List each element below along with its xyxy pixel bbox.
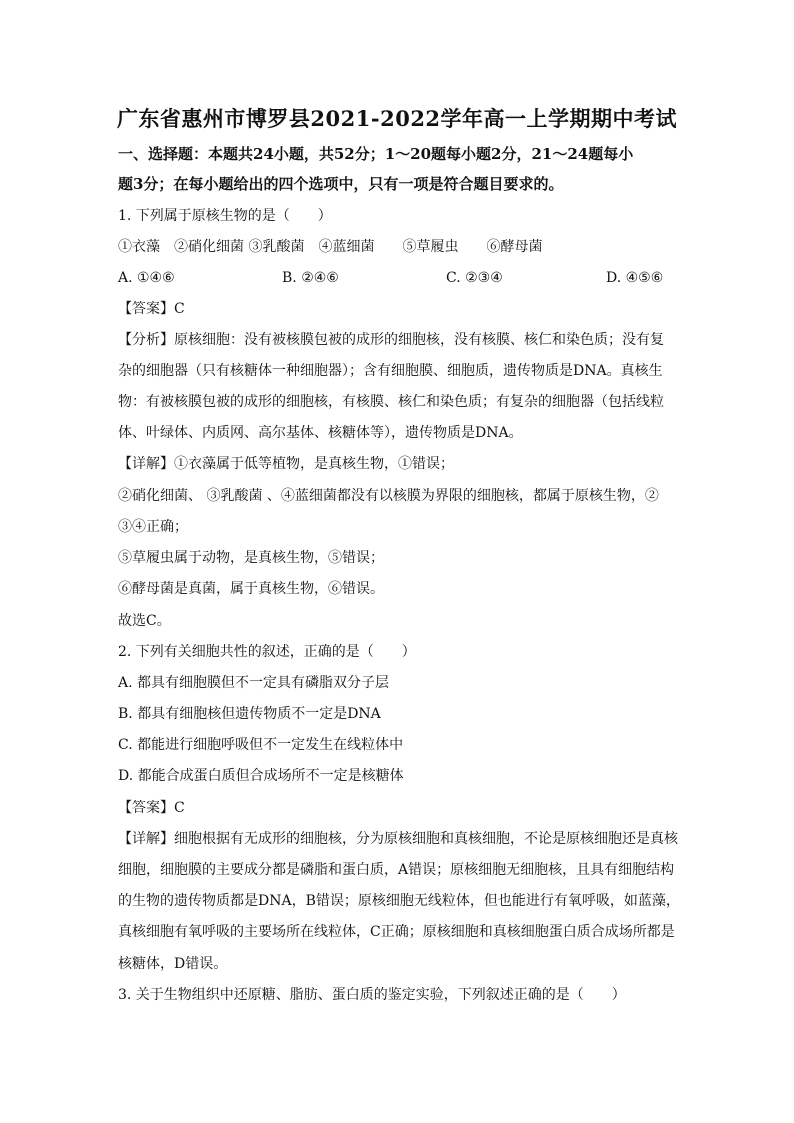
q2-detail-line: 真核细胞有氧呼吸的主要场所在线粒体，C正确；原核细胞和真核细胞蛋白质合成场所都是 xyxy=(118,924,675,940)
q1-option-d: D. ④⑤⑥ xyxy=(606,270,664,286)
q1-detail-line: ⑥酵母菌是真菌，属于真核生物，⑥错误。 xyxy=(118,581,384,597)
q1-option-c: C. ②③④ xyxy=(446,270,503,286)
q1-stem: 1. 下列属于原核生物的是（ ） xyxy=(118,208,332,224)
q1-analysis-line: 物：有被核膜包被的成形的细胞核，有核膜、核仁和染色质；有复杂的细胞器（包括线粒 xyxy=(118,394,664,410)
q1-items: ①衣藻 ②硝化细菌 ③乳酸菌 ④蓝细菌 ⑤草履虫 ⑥酵母菌 xyxy=(118,239,543,255)
q1-option-a: A. ①④⑥ xyxy=(118,270,175,286)
q1-conclusion: 故选C。 xyxy=(118,613,171,629)
q2-detail-line: 【详解】细胞根据有无成形的细胞核，分为原核细胞和真核细胞，不论是原核细胞还是真核 xyxy=(118,831,678,847)
q2-stem: 2. 下列有关细胞共性的叙述，正确的是（ ） xyxy=(118,644,416,660)
q2-detail-line: 的生物的遗传物质都是DNA，B错误；原核细胞无线粒体，但也能进行有氧呼吸，如蓝藻， xyxy=(118,893,680,909)
q1-analysis-line: 体、叶绿体、内质网、高尔基体、核糖体等），遗传物质是DNA。 xyxy=(118,425,523,441)
q1-detail-line: ②硝化细菌、 ③乳酸菌 、④蓝细菌都没有以核膜为界限的细胞核，都属于原核生物，② xyxy=(118,488,659,504)
q2-option-c: C. 都能进行细胞呼吸但不一定发生在线粒体中 xyxy=(118,737,404,753)
q1-analysis-line: 杂的细胞器（只有核糖体一种细胞器）；含有细胞膜、细胞质，遗传物质是DNA。真核生 xyxy=(118,363,663,379)
q2-option-b: B. 都具有细胞核但遗传物质不一定是DNA xyxy=(118,706,381,722)
q1-answer: 【答案】C xyxy=(118,301,185,317)
q1-detail-line: 【详解】①衣藻属于低等植物，是真核生物，①错误； xyxy=(118,456,454,472)
page-title: 广东省惠州市博罗县2021-2022学年高一上学期期中考试 xyxy=(116,106,678,131)
q1-detail-line: ⑤草履虫属于动物，是真核生物，⑤错误； xyxy=(118,550,384,566)
q2-detail-line: 细胞，细胞膜的主要成分都是磷脂和蛋白质，A错误；原核细胞无细胞核，且具有细胞结构 xyxy=(118,862,675,878)
section-heading-line-2: 题3分；在每小题给出的四个选项中，只有一项是符合题目要求的。 xyxy=(118,175,564,193)
q1-option-b: B. ②④⑥ xyxy=(282,270,339,286)
q1-detail-line: ③④正确； xyxy=(118,519,188,535)
q3-stem: 3. 关于生物组织中还原糖、脂肪、蛋白质的鉴定实验，下列叙述正确的是（ ） xyxy=(118,987,626,1003)
section-heading-line-1: 一、选择题：本题共24小题，共52分；1～20题每小题2分，21～24题每小 xyxy=(118,145,634,163)
q2-detail-line: 核糖体，D错误。 xyxy=(118,956,228,972)
q1-analysis-line: 【分析】原核细胞：没有被核膜包被的成形的细胞核，没有核膜、核仁和染色质；没有复 xyxy=(118,332,664,348)
q2-option-d: D. 都能合成蛋白质但合成场所不一定是核糖体 xyxy=(118,768,404,784)
q2-option-a: A. 都具有细胞膜但不一定具有磷脂双分子层 xyxy=(118,675,390,691)
q2-answer: 【答案】C xyxy=(118,800,185,816)
